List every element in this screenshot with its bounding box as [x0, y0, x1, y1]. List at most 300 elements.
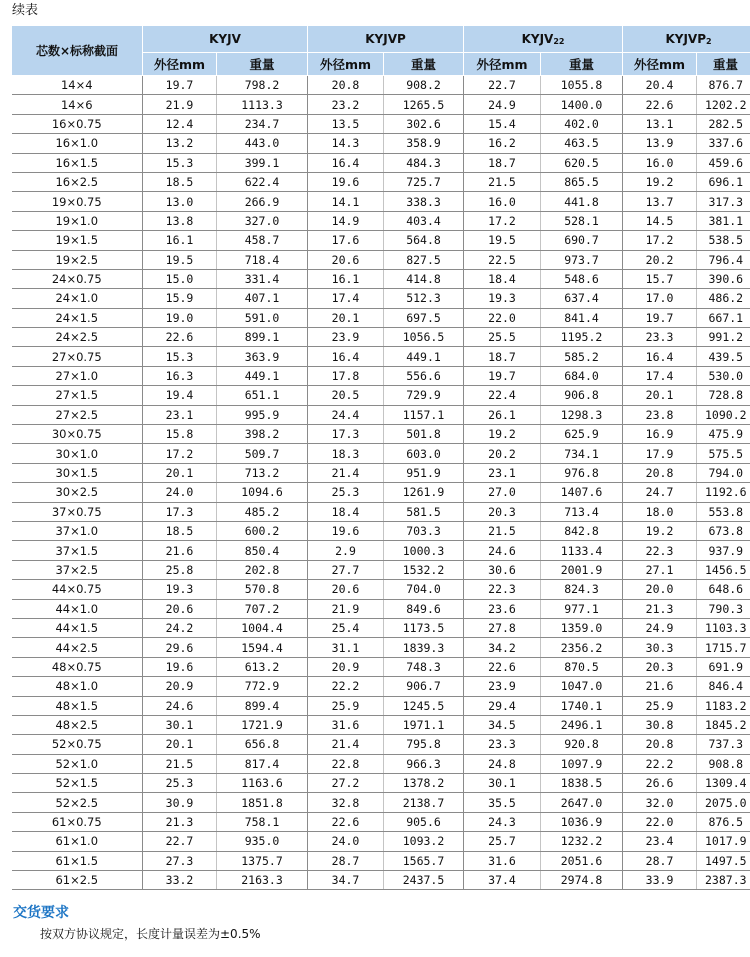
table-row [12, 192, 750, 211]
cell-kyjvp-diameter: 16.4 [308, 153, 384, 172]
cell-kyjv-weight: 234.7 [217, 114, 308, 133]
cell-core-section: 24×2.5 [12, 328, 143, 347]
cell-kyjvp2-weight: 575.5 [697, 444, 750, 463]
cell-kyjv-weight: 398.2 [217, 425, 308, 444]
delivery-requirements-text: 按双方协议规定，长度计量误差为±0.5% [40, 927, 261, 941]
cell-kyjvp-diameter: 23.2 [308, 95, 384, 114]
cell-kyjv-diameter: 15.9 [143, 289, 217, 308]
cell-kyjvp2-diameter: 16.0 [623, 153, 697, 172]
table-row [12, 463, 750, 482]
cell-kyjvp2-weight: 2387.3 [697, 871, 750, 890]
cell-kyjv-diameter: 24.6 [143, 696, 217, 715]
cell-kyjv-weight: 1113.3 [217, 95, 308, 114]
cell-kyjv22-diameter: 19.2 [464, 425, 541, 444]
cell-core-section: 16×1.0 [12, 134, 143, 153]
table-row [12, 618, 750, 637]
cell-core-section: 37×0.75 [12, 502, 143, 521]
cell-kyjvp-weight: 1093.2 [384, 832, 464, 851]
cell-kyjv22-weight: 463.5 [541, 134, 623, 153]
cell-kyjvp-diameter: 16.4 [308, 347, 384, 366]
table-row [12, 425, 750, 444]
cell-kyjvp2-diameter: 28.7 [623, 851, 697, 870]
cell-kyjvp-diameter: 20.6 [308, 250, 384, 269]
cell-kyjv-diameter: 19.5 [143, 250, 217, 269]
cell-kyjvp-diameter: 20.5 [308, 386, 384, 405]
cell-kyjvp-weight: 1157.1 [384, 405, 464, 424]
cell-kyjvp-weight: 1839.3 [384, 638, 464, 657]
table-row [12, 328, 750, 347]
cell-core-section: 16×2.5 [12, 172, 143, 191]
cell-kyjv22-weight: 637.4 [541, 289, 623, 308]
cell-core-section: 27×0.75 [12, 347, 143, 366]
cell-kyjvp2-diameter: 25.9 [623, 696, 697, 715]
cell-core-section: 61×2.5 [12, 871, 143, 890]
cell-kyjvp-diameter: 17.4 [308, 289, 384, 308]
cell-kyjv-diameter: 30.9 [143, 793, 217, 812]
table-row [12, 153, 750, 172]
subheader-weight: 重量 [697, 53, 750, 76]
cell-kyjvp-weight: 827.5 [384, 250, 464, 269]
cell-kyjv22-diameter: 19.7 [464, 366, 541, 385]
cell-kyjv22-diameter: 34.2 [464, 638, 541, 657]
cell-kyjvp2-weight: 530.0 [697, 366, 750, 385]
cell-kyjv22-diameter: 23.9 [464, 677, 541, 696]
cell-kyjv22-diameter: 37.4 [464, 871, 541, 890]
cell-kyjvp-weight: 403.4 [384, 211, 464, 230]
cell-kyjv22-weight: 920.8 [541, 735, 623, 754]
header-core-section: 芯数×标称截面 [12, 26, 143, 76]
cell-kyjv-diameter: 20.6 [143, 599, 217, 618]
cell-kyjv22-diameter: 30.1 [464, 774, 541, 793]
cell-kyjvp2-weight: 937.9 [697, 541, 750, 560]
table-row [12, 386, 750, 405]
cell-kyjv22-diameter: 20.2 [464, 444, 541, 463]
cell-core-section: 37×2.5 [12, 560, 143, 579]
cell-kyjvp-diameter: 14.3 [308, 134, 384, 153]
cell-kyjv-diameter: 20.1 [143, 735, 217, 754]
cell-kyjv22-weight: 625.9 [541, 425, 623, 444]
cell-kyjv22-diameter: 18.7 [464, 153, 541, 172]
cell-kyjvp2-diameter: 20.8 [623, 735, 697, 754]
cell-kyjvp2-weight: 1715.7 [697, 638, 750, 657]
table-row [12, 483, 750, 502]
cell-kyjv-diameter: 33.2 [143, 871, 217, 890]
cell-kyjvp2-diameter: 19.7 [623, 308, 697, 327]
cell-kyjvp-weight: 1261.9 [384, 483, 464, 502]
cell-core-section: 16×1.5 [12, 153, 143, 172]
cell-kyjvp2-diameter: 14.5 [623, 211, 697, 230]
cell-kyjvp-diameter: 21.4 [308, 735, 384, 754]
table-row [12, 172, 750, 191]
cell-core-section: 52×1.5 [12, 774, 143, 793]
cell-kyjvp2-diameter: 13.1 [623, 114, 697, 133]
cell-kyjvp2-diameter: 30.8 [623, 715, 697, 734]
cell-core-section: 19×2.5 [12, 250, 143, 269]
cell-kyjvp-diameter: 18.4 [308, 502, 384, 521]
cell-kyjv22-weight: 620.5 [541, 153, 623, 172]
cell-kyjvp-diameter: 20.9 [308, 657, 384, 676]
cell-kyjv22-weight: 1407.6 [541, 483, 623, 502]
cell-kyjvp2-diameter: 30.3 [623, 638, 697, 657]
cell-kyjv-diameter: 22.7 [143, 832, 217, 851]
cell-kyjv22-diameter: 21.5 [464, 521, 541, 540]
cell-kyjvp-weight: 501.8 [384, 425, 464, 444]
cell-kyjv22-diameter: 25.5 [464, 328, 541, 347]
cell-kyjv-weight: 266.9 [217, 192, 308, 211]
cell-kyjvp2-weight: 691.9 [697, 657, 750, 676]
table-row [12, 677, 750, 696]
header-model-kyjv: KYJV [143, 26, 308, 53]
cell-kyjvp2-weight: 1497.5 [697, 851, 750, 870]
cell-kyjvp-diameter: 27.2 [308, 774, 384, 793]
cell-kyjvp2-weight: 1845.2 [697, 715, 750, 734]
cell-core-section: 37×1.0 [12, 521, 143, 540]
cell-kyjvp-weight: 581.5 [384, 502, 464, 521]
cell-kyjvp-diameter: 21.9 [308, 599, 384, 618]
cell-kyjvp-weight: 484.3 [384, 153, 464, 172]
cell-kyjvp-weight: 2138.7 [384, 793, 464, 812]
cell-kyjv22-weight: 1400.0 [541, 95, 623, 114]
cell-kyjv22-diameter: 22.7 [464, 76, 541, 95]
cell-core-section: 16×0.75 [12, 114, 143, 133]
cell-kyjvp2-diameter: 20.1 [623, 386, 697, 405]
cell-kyjvp2-diameter: 20.0 [623, 580, 697, 599]
cell-kyjvp2-weight: 1202.2 [697, 95, 750, 114]
cell-kyjv-diameter: 13.0 [143, 192, 217, 211]
cell-kyjv22-weight: 906.8 [541, 386, 623, 405]
cell-kyjv22-diameter: 25.7 [464, 832, 541, 851]
cell-kyjv22-weight: 1232.2 [541, 832, 623, 851]
cell-kyjvp-weight: 703.3 [384, 521, 464, 540]
cell-kyjv-weight: 1594.4 [217, 638, 308, 657]
cell-kyjvp-weight: 1265.5 [384, 95, 464, 114]
cell-kyjvp2-weight: 317.3 [697, 192, 750, 211]
table-row [12, 76, 750, 95]
cell-kyjv-weight: 2163.3 [217, 871, 308, 890]
cell-kyjvp2-diameter: 17.2 [623, 231, 697, 250]
cell-kyjvp2-diameter: 19.2 [623, 521, 697, 540]
cell-core-section: 61×0.75 [12, 812, 143, 831]
cell-kyjv-weight: 485.2 [217, 502, 308, 521]
cell-kyjvp-weight: 704.0 [384, 580, 464, 599]
cell-kyjv22-diameter: 15.4 [464, 114, 541, 133]
cell-kyjvp2-weight: 728.8 [697, 386, 750, 405]
cell-kyjvp-diameter: 24.4 [308, 405, 384, 424]
cell-kyjv-diameter: 27.3 [143, 851, 217, 870]
cell-kyjvp2-diameter: 13.7 [623, 192, 697, 211]
cell-core-section: 27×2.5 [12, 405, 143, 424]
cell-kyjv-weight: 1094.6 [217, 483, 308, 502]
cell-kyjv-diameter: 19.0 [143, 308, 217, 327]
cell-kyjv22-weight: 441.8 [541, 192, 623, 211]
cell-kyjv22-diameter: 27.8 [464, 618, 541, 637]
cell-kyjv22-weight: 1097.9 [541, 754, 623, 773]
cell-kyjv22-diameter: 27.0 [464, 483, 541, 502]
cell-kyjv22-weight: 1298.3 [541, 405, 623, 424]
header-model-kyjvp: KYJVP [308, 26, 464, 53]
cell-kyjvp2-diameter: 20.3 [623, 657, 697, 676]
cell-kyjv22-diameter: 19.3 [464, 289, 541, 308]
cell-kyjv22-weight: 684.0 [541, 366, 623, 385]
cell-kyjv22-diameter: 30.6 [464, 560, 541, 579]
table-row [12, 812, 750, 831]
cell-kyjv22-diameter: 34.5 [464, 715, 541, 734]
table-row [12, 269, 750, 288]
subheader-weight: 重量 [384, 53, 464, 76]
cell-kyjvp-diameter: 17.6 [308, 231, 384, 250]
cell-kyjv-weight: 443.0 [217, 134, 308, 153]
cell-kyjv22-weight: 1055.8 [541, 76, 623, 95]
cell-kyjvp-diameter: 28.7 [308, 851, 384, 870]
cell-kyjvp-weight: 1173.5 [384, 618, 464, 637]
cell-kyjvp-weight: 358.9 [384, 134, 464, 153]
cell-kyjv-diameter: 15.0 [143, 269, 217, 288]
subheader-diameter: 外径mm [623, 53, 697, 76]
cell-kyjv22-weight: 1195.2 [541, 328, 623, 347]
cell-kyjvp2-diameter: 33.9 [623, 871, 697, 890]
cell-kyjv22-weight: 976.8 [541, 463, 623, 482]
cell-kyjv22-diameter: 23.6 [464, 599, 541, 618]
cell-kyjv-weight: 570.8 [217, 580, 308, 599]
cell-core-section: 48×1.0 [12, 677, 143, 696]
cell-kyjvp2-weight: 2075.0 [697, 793, 750, 812]
delivery-requirements-title: 交货要求 [13, 905, 69, 921]
cell-kyjv-diameter: 19.3 [143, 580, 217, 599]
cell-kyjvp-diameter: 22.6 [308, 812, 384, 831]
cell-kyjvp2-weight: 846.4 [697, 677, 750, 696]
cell-kyjv-diameter: 15.3 [143, 347, 217, 366]
cell-kyjv-diameter: 30.1 [143, 715, 217, 734]
cell-kyjv22-diameter: 24.6 [464, 541, 541, 560]
table-row [12, 754, 750, 773]
cell-kyjvp2-diameter: 24.9 [623, 618, 697, 637]
cell-core-section: 44×0.75 [12, 580, 143, 599]
cell-core-section: 27×1.0 [12, 366, 143, 385]
cell-kyjv-diameter: 25.8 [143, 560, 217, 579]
cell-kyjvp-diameter: 31.1 [308, 638, 384, 657]
cell-kyjv-weight: 622.4 [217, 172, 308, 191]
table-row [12, 95, 750, 114]
cell-kyjvp2-weight: 991.2 [697, 328, 750, 347]
cell-kyjvp-diameter: 13.5 [308, 114, 384, 133]
cell-kyjv22-diameter: 22.6 [464, 657, 541, 676]
cell-kyjv22-diameter: 24.8 [464, 754, 541, 773]
cell-kyjvp-weight: 966.3 [384, 754, 464, 773]
cell-kyjvp2-weight: 553.8 [697, 502, 750, 521]
cell-kyjv-weight: 600.2 [217, 521, 308, 540]
table-row [12, 735, 750, 754]
cell-kyjvp-diameter: 24.0 [308, 832, 384, 851]
cell-kyjvp2-diameter: 20.2 [623, 250, 697, 269]
cell-kyjv-weight: 458.7 [217, 231, 308, 250]
cable-spec-table [11, 25, 750, 890]
table-row [12, 502, 750, 521]
cell-kyjvp2-weight: 475.9 [697, 425, 750, 444]
cell-kyjvp2-diameter: 18.0 [623, 502, 697, 521]
cell-kyjv22-diameter: 23.3 [464, 735, 541, 754]
cell-kyjvp-diameter: 19.6 [308, 172, 384, 191]
cell-kyjvp2-diameter: 26.6 [623, 774, 697, 793]
cell-core-section: 48×1.5 [12, 696, 143, 715]
cell-kyjvp2-diameter: 16.9 [623, 425, 697, 444]
cell-kyjvp2-diameter: 19.2 [623, 172, 697, 191]
cell-kyjvp-weight: 697.5 [384, 308, 464, 327]
subheader-weight: 重量 [217, 53, 308, 76]
cell-kyjvp-weight: 748.3 [384, 657, 464, 676]
cell-kyjv-weight: 613.2 [217, 657, 308, 676]
cell-kyjvp-diameter: 20.6 [308, 580, 384, 599]
cell-core-section: 19×0.75 [12, 192, 143, 211]
cell-kyjvp-weight: 338.3 [384, 192, 464, 211]
cell-kyjvp2-weight: 1103.3 [697, 618, 750, 637]
cell-kyjv22-diameter: 22.3 [464, 580, 541, 599]
cell-kyjvp2-weight: 908.8 [697, 754, 750, 773]
cell-core-section: 61×1.5 [12, 851, 143, 870]
cell-kyjvp-diameter: 32.8 [308, 793, 384, 812]
cell-kyjvp2-diameter: 15.7 [623, 269, 697, 288]
cell-core-section: 24×0.75 [12, 269, 143, 288]
cell-kyjvp2-weight: 538.5 [697, 231, 750, 250]
cell-kyjvp2-weight: 648.6 [697, 580, 750, 599]
table-row [12, 599, 750, 618]
cell-kyjv-diameter: 13.2 [143, 134, 217, 153]
cell-kyjvp2-diameter: 23.8 [623, 405, 697, 424]
cell-kyjvp2-weight: 1456.5 [697, 560, 750, 579]
table-row [12, 715, 750, 734]
cell-core-section: 48×0.75 [12, 657, 143, 676]
cell-kyjv22-weight: 402.0 [541, 114, 623, 133]
cell-kyjv22-diameter: 16.0 [464, 192, 541, 211]
subheader-diameter: 外径mm [464, 53, 541, 76]
cell-kyjvp2-weight: 1192.6 [697, 483, 750, 502]
cell-kyjv22-weight: 870.5 [541, 657, 623, 676]
cell-kyjvp-diameter: 21.4 [308, 463, 384, 482]
cell-kyjv22-weight: 842.8 [541, 521, 623, 540]
cell-core-section: 27×1.5 [12, 386, 143, 405]
header-model-kyjvp2: $KYJVP_2$ [623, 26, 750, 53]
cell-kyjv-weight: 850.4 [217, 541, 308, 560]
continued-label: 续表 [12, 3, 39, 18]
cell-kyjvp2-diameter: 23.3 [623, 328, 697, 347]
cell-kyjv-weight: 899.1 [217, 328, 308, 347]
cell-kyjv22-diameter: 22.0 [464, 308, 541, 327]
cell-kyjvp-weight: 564.8 [384, 231, 464, 250]
cell-core-section: 24×1.5 [12, 308, 143, 327]
cell-kyjv22-weight: 1838.5 [541, 774, 623, 793]
cell-kyjv22-diameter: 31.6 [464, 851, 541, 870]
cell-kyjvp2-diameter: 21.6 [623, 677, 697, 696]
table-row [12, 541, 750, 560]
cell-core-section: 30×1.5 [12, 463, 143, 482]
cell-kyjvp2-diameter: 27.1 [623, 560, 697, 579]
cell-kyjvp2-diameter: 20.4 [623, 76, 697, 95]
cell-kyjvp-weight: 1378.2 [384, 774, 464, 793]
cell-kyjv-weight: 707.2 [217, 599, 308, 618]
cell-core-section: 14×4 [12, 76, 143, 95]
cell-kyjv-weight: 591.0 [217, 308, 308, 327]
cell-kyjvp2-diameter: 17.4 [623, 366, 697, 385]
cell-kyjv22-diameter: 29.4 [464, 696, 541, 715]
cell-kyjvp2-diameter: 22.3 [623, 541, 697, 560]
cell-kyjv-weight: 331.4 [217, 269, 308, 288]
cell-kyjv-weight: 1375.7 [217, 851, 308, 870]
cell-kyjv22-weight: 1359.0 [541, 618, 623, 637]
cell-kyjv-diameter: 25.3 [143, 774, 217, 793]
cell-core-section: 30×0.75 [12, 425, 143, 444]
cell-core-section: 44×2.5 [12, 638, 143, 657]
table-row [12, 580, 750, 599]
cell-kyjv22-weight: 2001.9 [541, 560, 623, 579]
cell-kyjv-weight: 407.1 [217, 289, 308, 308]
cell-core-section: 44×1.0 [12, 599, 143, 618]
cell-kyjvp-diameter: 23.9 [308, 328, 384, 347]
table-row [12, 231, 750, 250]
cell-kyjvp-weight: 2437.5 [384, 871, 464, 890]
cell-kyjv22-diameter: 22.4 [464, 386, 541, 405]
cell-kyjvp2-weight: 796.4 [697, 250, 750, 269]
cell-kyjvp-diameter: 14.1 [308, 192, 384, 211]
cell-kyjv22-weight: 548.6 [541, 269, 623, 288]
cell-kyjvp-diameter: 20.1 [308, 308, 384, 327]
cell-kyjv-diameter: 19.7 [143, 76, 217, 95]
cell-kyjv22-diameter: 17.2 [464, 211, 541, 230]
table-body [12, 76, 750, 890]
cell-kyjv22-diameter: 22.5 [464, 250, 541, 269]
cell-kyjv-diameter: 23.1 [143, 405, 217, 424]
table-row [12, 793, 750, 812]
cell-kyjv-weight: 202.8 [217, 560, 308, 579]
cell-kyjvp-weight: 603.0 [384, 444, 464, 463]
cell-kyjv-diameter: 19.6 [143, 657, 217, 676]
cell-kyjvp2-diameter: 16.4 [623, 347, 697, 366]
cell-kyjvp-weight: 1971.1 [384, 715, 464, 734]
cell-kyjv22-diameter: 24.3 [464, 812, 541, 831]
cell-kyjv22-weight: 713.4 [541, 502, 623, 521]
table-row [12, 308, 750, 327]
cell-kyjvp2-weight: 673.8 [697, 521, 750, 540]
cell-kyjv-weight: 656.8 [217, 735, 308, 754]
cell-kyjvp2-diameter: 22.0 [623, 812, 697, 831]
cell-kyjvp2-weight: 696.1 [697, 172, 750, 191]
cell-kyjv-weight: 772.9 [217, 677, 308, 696]
cell-kyjv-diameter: 24.0 [143, 483, 217, 502]
cell-kyjvp2-diameter: 22.2 [623, 754, 697, 773]
cell-kyjvp2-diameter: 32.0 [623, 793, 697, 812]
cell-kyjvp-diameter: 2.9 [308, 541, 384, 560]
cell-kyjvp2-weight: 667.1 [697, 308, 750, 327]
cell-kyjv-diameter: 16.3 [143, 366, 217, 385]
cell-kyjvp-weight: 556.6 [384, 366, 464, 385]
cell-kyjvp2-weight: 1309.4 [697, 774, 750, 793]
cell-kyjvp-diameter: 18.3 [308, 444, 384, 463]
cell-kyjvp-diameter: 20.8 [308, 76, 384, 95]
subheader-diameter: 外径mm [308, 53, 384, 76]
cell-kyjvp-weight: 951.9 [384, 463, 464, 482]
cell-kyjv-weight: 327.0 [217, 211, 308, 230]
cell-kyjvp-weight: 449.1 [384, 347, 464, 366]
cell-kyjvp-weight: 908.2 [384, 76, 464, 95]
cell-kyjv-weight: 899.4 [217, 696, 308, 715]
cell-core-section: 24×1.0 [12, 289, 143, 308]
cell-kyjvp-diameter: 27.7 [308, 560, 384, 579]
cell-kyjv-diameter: 17.2 [143, 444, 217, 463]
cell-kyjvp2-weight: 459.6 [697, 153, 750, 172]
cell-kyjv-weight: 995.9 [217, 405, 308, 424]
cell-core-section: 14×6 [12, 95, 143, 114]
header-model-kyjv22: $KYJV_{22}$ [464, 26, 623, 53]
cell-kyjv22-weight: 841.4 [541, 308, 623, 327]
cell-kyjvp-weight: 1056.5 [384, 328, 464, 347]
